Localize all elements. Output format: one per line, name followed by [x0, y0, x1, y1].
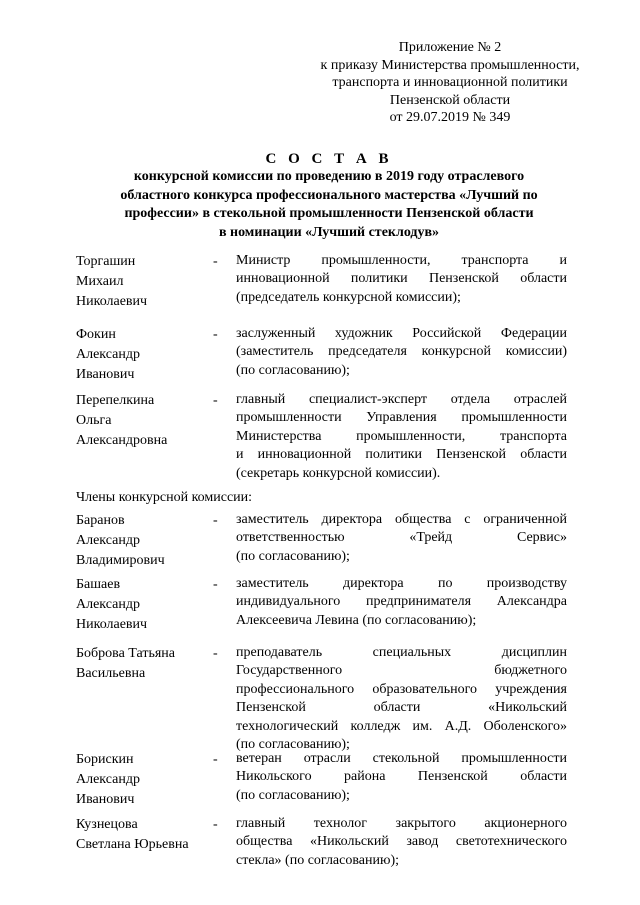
role-line: Министр промышленности, транспорта и: [236, 253, 567, 268]
member-dash: -: [213, 393, 218, 408]
role-line: ответственностью «Трейд Сервис»: [236, 530, 567, 546]
appendix-region: Пензенской области: [389, 92, 511, 108]
member-role: [236, 252, 567, 307]
member-role: [236, 815, 567, 870]
role-line: индивидуального предпринимателя Александра: [236, 594, 567, 610]
member-patronymic: Николаевич: [76, 617, 148, 632]
role-line: инновационной политики Пензенской области: [236, 271, 567, 287]
member-dash: -: [213, 577, 218, 592]
member-surname: Кузнецова: [76, 817, 138, 832]
member-patronymic: Владимирович: [76, 553, 165, 568]
member-dash: -: [213, 327, 218, 342]
member-patronymic: Иванович: [76, 367, 135, 382]
role-line: профессионального образовательного учреждения: [236, 681, 567, 697]
member-role: [236, 575, 567, 630]
member-dash: -: [213, 817, 218, 832]
role-line: промышленности Управления промышленности: [236, 410, 567, 426]
member-first-name: Александр: [76, 597, 140, 612]
role-line: (заместитель председателя конкурсной комиссии): [236, 344, 567, 360]
role-line: и инновационной политики Пензенской области: [236, 447, 567, 463]
member-role: [236, 325, 567, 380]
member-dash: -: [213, 254, 218, 269]
role-line: Никольского района Пензенской области: [236, 769, 567, 785]
role-line: заместитель директора общества с ограниченной: [236, 512, 567, 527]
member-role: [236, 511, 567, 566]
member-dash: -: [213, 646, 218, 661]
member-first-name: Александр: [76, 347, 140, 362]
title-subtitle: [90, 168, 568, 242]
title-line: областного конкурса профессионального мастерства «Лучший по: [120, 187, 538, 203]
role-line: общества «Никольский завод светотехнического: [236, 834, 567, 850]
role-line: Пензенской области «Никольский: [236, 700, 567, 716]
member-role: [236, 644, 567, 754]
member-surname: Баранов: [76, 513, 125, 528]
member-first-name: Ольга: [76, 413, 112, 428]
role-line: Государственного бюджетного: [236, 663, 567, 679]
title-line: в номинации «Лучший стеклодув»: [218, 224, 440, 240]
member-name: [76, 391, 206, 451]
appendix-order-ref: к приказу Министерства промышленности,: [320, 57, 580, 73]
title-main: С О С Т А В: [265, 151, 393, 167]
title-line: профессии» в стекольной промышленности Пензенской области: [124, 206, 534, 221]
member-name: [76, 750, 206, 810]
member-patronymic: Александровна: [76, 433, 168, 448]
document-title: [90, 150, 568, 242]
role-line: ветеран отрасли стекольной промышленности: [236, 751, 567, 766]
role-line: (по согласованию);: [236, 548, 350, 564]
member-role: [236, 750, 567, 805]
role-line: (секретарь конкурсной комиссии).: [236, 465, 441, 481]
member-patronymic: Николаевич: [76, 294, 148, 309]
role-line: стекла» (по согласованию);: [236, 852, 399, 868]
appendix-number: Приложение № 2: [398, 40, 502, 55]
role-line: Министерства промышленности, транспорта: [236, 428, 567, 444]
role-line: Алексеевича Левина (по согласованию);: [236, 612, 477, 628]
member-surname: Фокин: [76, 327, 116, 342]
members-heading: Члены конкурсной комиссии:: [76, 490, 253, 505]
role-line: (председатель конкурсной комиссии);: [236, 289, 461, 305]
member-name: [76, 511, 206, 571]
member-surname: Боброва Татьяна: [76, 646, 176, 661]
member-name: [76, 575, 206, 635]
member-name: [76, 644, 206, 684]
member-patronymic: Иванович: [76, 792, 135, 807]
role-line: заместитель директора по производству: [236, 576, 567, 591]
member-surname: Перепелкина: [76, 393, 155, 408]
member-role: [236, 391, 567, 483]
role-line: (по согласованию);: [236, 362, 350, 378]
role-line: главный технолог закрытого акционерного: [236, 816, 567, 831]
role-line: главный специалист-эксперт отдела отраслей: [236, 392, 567, 407]
member-first-name: Александр: [76, 772, 140, 787]
member-surname: Башаев: [76, 577, 121, 592]
appendix-date: от 29.07.2019 № 349: [389, 110, 511, 126]
member-patronymic: Васильевна: [76, 666, 146, 681]
role-line: заслуженный художник Российской Федерации: [236, 326, 567, 341]
member-name: [76, 325, 206, 385]
role-line: преподаватель специальных дисциплин: [236, 645, 567, 660]
member-first-name: Александр: [76, 533, 140, 548]
role-line: (по согласованию);: [236, 787, 350, 803]
member-first-name: Светлана Юрьевна: [76, 837, 189, 852]
role-line: (по согласованию);: [236, 737, 350, 753]
member-surname: Торгашин: [76, 254, 136, 269]
member-dash: -: [213, 513, 218, 528]
title-line: конкурсной комиссии по проведению в 2019 году отраслевого: [133, 169, 525, 184]
appendix-ministry: транспорта и инновационной политики: [332, 75, 568, 91]
member-surname: Борискин: [76, 752, 134, 767]
member-name: [76, 252, 206, 312]
member-first-name: Михаил: [76, 274, 124, 289]
member-name: [76, 815, 206, 855]
member-dash: -: [213, 752, 218, 767]
appendix-header: [300, 39, 600, 127]
role-line: технологический колледж им. А.Д. Оболенского»: [236, 718, 567, 734]
